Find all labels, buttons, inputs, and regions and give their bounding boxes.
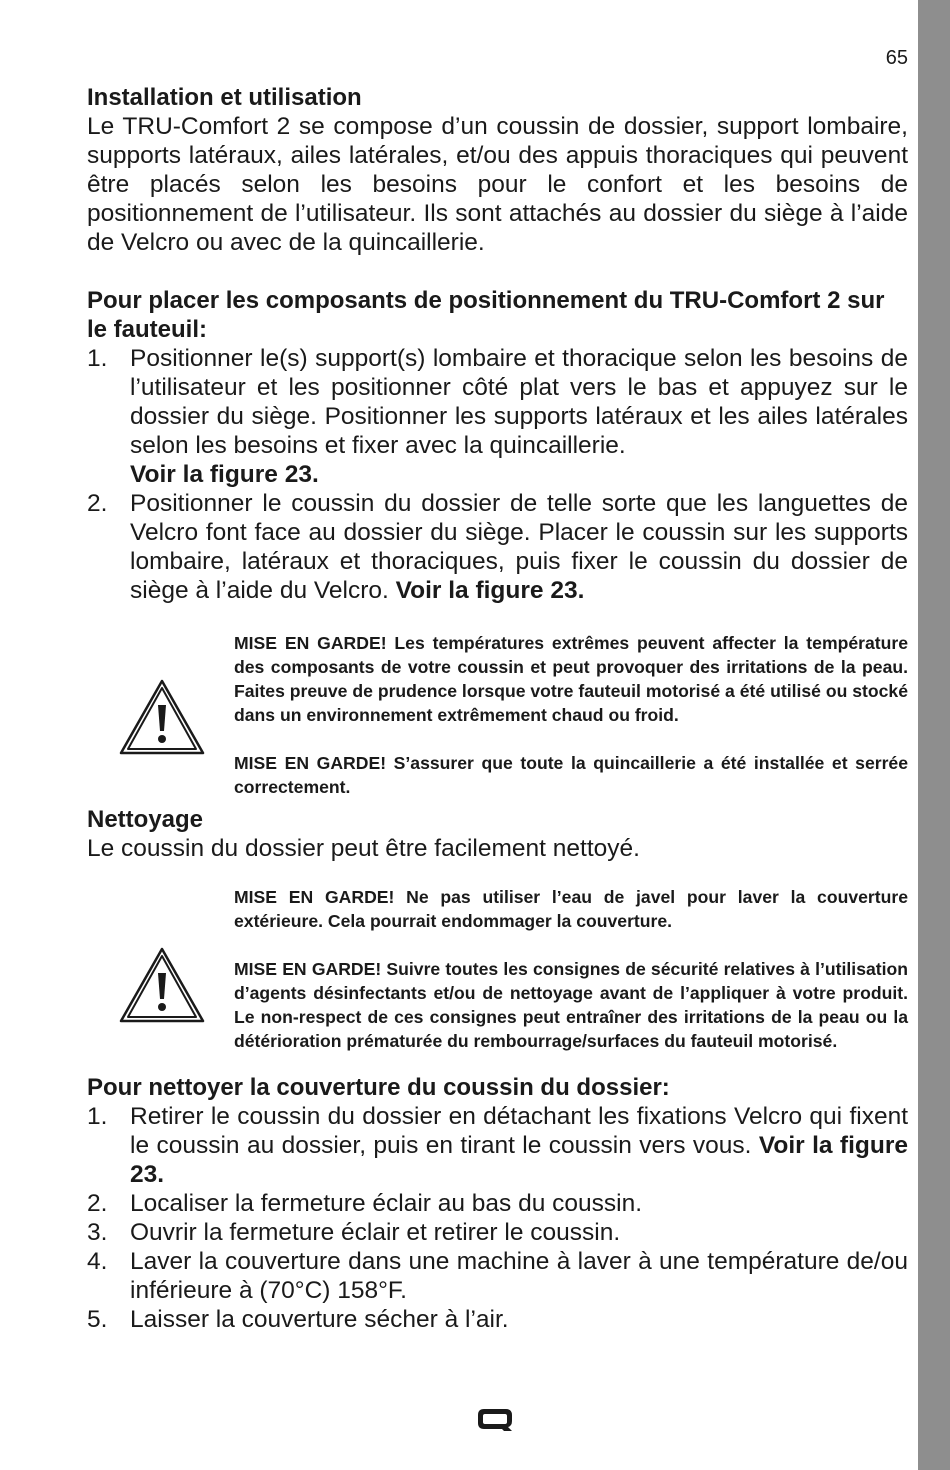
side-tab-bar xyxy=(918,0,950,1470)
placement-steps xyxy=(87,344,908,605)
figure-reference: Voir la figure 23. xyxy=(130,461,319,488)
step-number: 1. xyxy=(87,345,108,372)
list-item xyxy=(87,1305,908,1334)
step-number: 3. xyxy=(87,1219,108,1246)
warning-triangle-icon xyxy=(119,679,205,755)
page-content xyxy=(87,83,908,1334)
step-text: Positionner le coussin du dossier de telle sorte que les languettes de Velcro font face au dossier du siège. Placer le coussin sur les supports lombaire, latéraux et thoraciques, puis fixer le coussin du dossier de siège à l’aide du Velcro. xyxy=(130,490,908,604)
warning-text: MISE EN GARDE! S’assurer que toute la quincaillerie a été installée et serrée correctement. xyxy=(234,753,908,797)
list-item xyxy=(87,1189,908,1218)
step-number: 4. xyxy=(87,1248,108,1275)
warning-block-cleaning xyxy=(87,885,908,1053)
cover-cleaning-heading: Pour nettoyer la couverture du coussin du dossier: xyxy=(87,1074,670,1101)
warning-block-temperature xyxy=(87,631,908,799)
list-item xyxy=(87,1247,908,1305)
step-number: 5. xyxy=(87,1306,108,1333)
step-number: 2. xyxy=(87,1190,108,1217)
installation-body: Le TRU-Comfort 2 se compose d’un coussin de dossier, support lombaire, supports latéraux, ailes latérales, et/ou des appuis thoraciques qui peuvent être placés selon les besoins pour le confort et les besoins de positionnement de l’utilisateur. Ils sont attachés au dossier du siège à l’aide de Velcro ou avec de la quincaillerie. xyxy=(87,113,908,256)
cleaning-section xyxy=(87,805,908,863)
warning-triangle-icon xyxy=(119,947,205,1023)
step-number: 1. xyxy=(87,1103,108,1130)
cleaning-heading: Nettoyage xyxy=(87,806,204,833)
step-text: Ouvrir la fermeture éclair et retirer le coussin. xyxy=(130,1219,621,1246)
warning-text: MISE EN GARDE! Suivre toutes les consignes de sécurité relatives à l’utilisation d’agents désinfectants et/ou de nettoyage avant de l’appliquer à votre produit. Le non-respect de ces consignes peut entraîner des irritations de la peau ou la détérioration prématurée du rembourrage/surfaces du fauteuil motorisé. xyxy=(234,959,908,1051)
list-item xyxy=(87,1218,908,1247)
warning-text: MISE EN GARDE! Ne pas utiliser l’eau de javel pour laver la couverture extérieure. Cela pourrait endommager la couverture. xyxy=(234,887,908,931)
figure-reference: Voir la figure 23. xyxy=(130,1132,908,1188)
installation-section xyxy=(87,83,908,257)
installation-heading: Installation et utilisation xyxy=(87,84,362,111)
step-text: Laisser la couverture sécher à l’air. xyxy=(130,1306,509,1333)
step-number: 2. xyxy=(87,490,108,517)
cover-cleaning-section xyxy=(87,1073,908,1334)
step-text: Localiser la fermeture éclair au bas du coussin. xyxy=(130,1190,643,1217)
placement-heading: Pour placer les composants de positionnement du TRU-Comfort 2 sur le fauteuil: xyxy=(87,287,885,343)
warning-text: MISE EN GARDE! Les températures extrêmes peuvent affecter la température des composants de votre coussin et peut provoquer des irritations de la peau. Faites preuve de prudence lorsque votre fauteuil motorisé a été utilisé ou stocké dans un environnement extrêmement chaud ou froid. xyxy=(234,633,908,725)
step-text: Retirer le coussin du dossier en détachant les fixations Velcro qui fixent le coussin au dossier, puis en tirant le coussin vers vous. xyxy=(130,1103,908,1159)
list-item xyxy=(87,344,908,489)
list-item xyxy=(87,489,908,605)
page-number: 65 xyxy=(885,47,908,69)
list-item xyxy=(87,1102,908,1189)
placement-section xyxy=(87,286,908,605)
quantum-q-logo-icon xyxy=(475,1406,515,1434)
cleaning-body: Le coussin du dossier peut être facilement nettoyé. xyxy=(87,835,640,862)
step-text: Positionner le(s) support(s) lombaire et thoracique selon les besoins de l’utilisateur et les positionner côté plat vers le bas et appuyez sur le dossier du siège. Positionner les supports latéraux et les ailes latérales selon les besoins et fixer avec la quincaillerie. xyxy=(130,345,908,459)
cover-cleaning-steps xyxy=(87,1102,908,1334)
figure-reference: Voir la figure 23. xyxy=(395,577,585,604)
step-text: Laver la couverture dans une machine à laver à une température de/ou inférieure à (70°C) 158°F. xyxy=(130,1248,908,1304)
